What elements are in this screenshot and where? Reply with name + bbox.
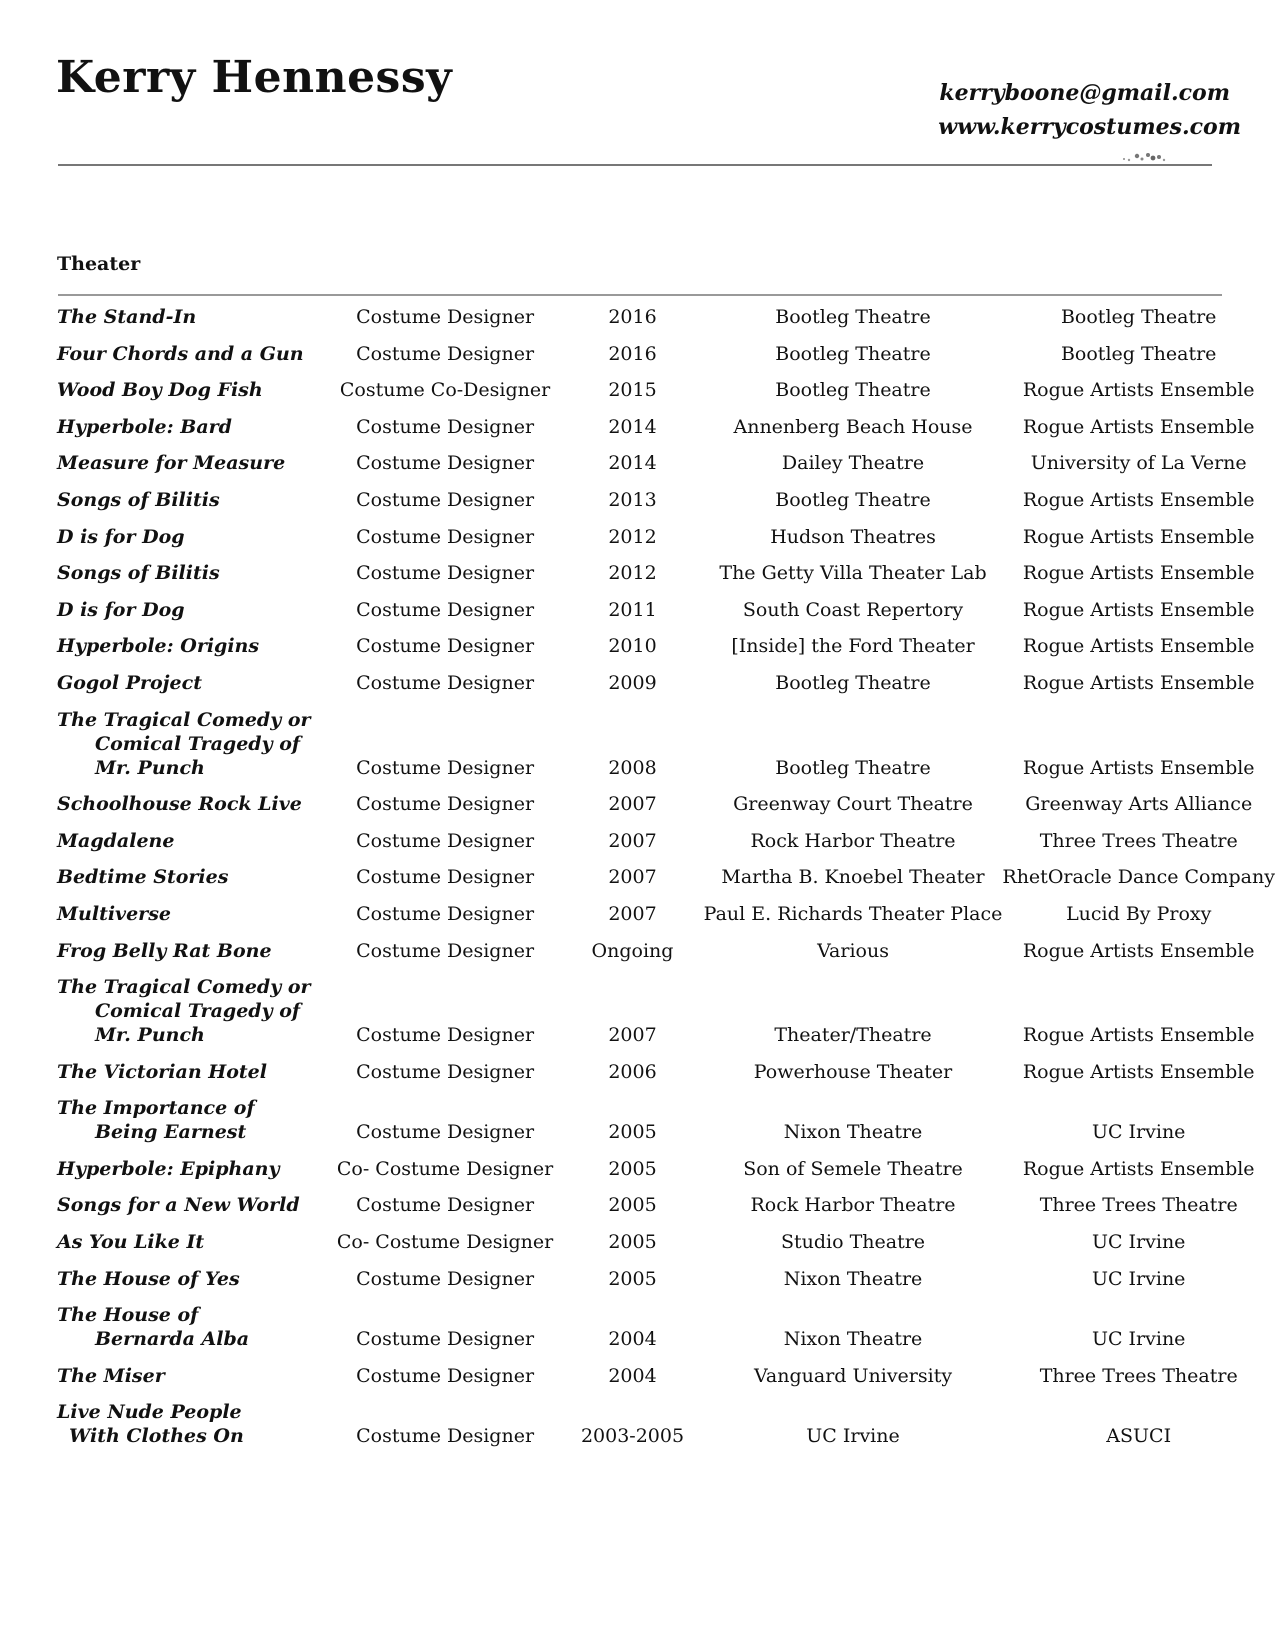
year-cell: 2007 <box>608 1024 657 1047</box>
table-row <box>57 1054 1275 1091</box>
venue-cell: Hudson Theatres <box>770 525 936 548</box>
title-line: The Miser <box>57 1364 165 1387</box>
company-cell: Rogue Artists Ensemble <box>1022 1157 1255 1180</box>
venue-cell: Rock Harbor Theatre <box>750 829 956 852</box>
table-row <box>57 859 1275 896</box>
year-cell: 2005 <box>608 1267 657 1290</box>
venue-cell: Paul E. Richards Theater Place <box>703 902 1003 925</box>
year-cell: 2007 <box>608 829 657 852</box>
header-divider <box>58 164 1212 166</box>
company-cell: Rogue Artists Ensemble <box>1022 525 1255 548</box>
table-row <box>57 823 1275 860</box>
venue-cell: Nixon Theatre <box>783 1267 923 1290</box>
venue-cell: Studio Theatre <box>780 1231 926 1254</box>
title-line: Songs for a New World <box>57 1194 300 1217</box>
role-cell: Costume Designer <box>356 1425 535 1448</box>
year-cell: Ongoing <box>591 939 674 962</box>
role-cell: Costume Designer <box>356 562 535 585</box>
role-cell: Costume Designer <box>356 829 535 852</box>
company-cell: Rogue Artists Ensemble <box>1022 415 1255 438</box>
venue-cell: Bootleg Theatre <box>775 671 931 694</box>
company-cell: UC Irvine <box>1091 1231 1186 1254</box>
company-cell: Rogue Artists Ensemble <box>1022 562 1255 585</box>
venue-cell: Son of Semele Theatre <box>743 1157 963 1180</box>
role-cell: Costume Designer <box>356 866 535 889</box>
year-cell: 2014 <box>608 415 657 438</box>
production-title <box>57 1090 329 1151</box>
table-row <box>57 702 1275 787</box>
contact-block <box>938 76 1241 144</box>
title-line: The Importance of <box>57 1097 255 1120</box>
title-line: The Victorian Hotel <box>57 1060 267 1083</box>
title-line: The House of <box>57 1304 199 1327</box>
table-row <box>57 445 1275 482</box>
role-cell: Costume Designer <box>356 525 535 548</box>
table-row <box>57 555 1275 592</box>
title-line: Bedtime Stories <box>57 866 229 889</box>
company-cell: Rogue Artists Ensemble <box>1022 671 1255 694</box>
table-row <box>57 519 1275 556</box>
title-line: Songs of Bilitis <box>57 488 220 511</box>
company-cell: Rogue Artists Ensemble <box>1022 1060 1255 1083</box>
venue-cell: Bootleg Theatre <box>775 756 931 779</box>
venue-cell: Martha B. Knoebel Theater <box>721 866 985 889</box>
title-line: The House of Yes <box>57 1267 240 1290</box>
table-row <box>57 1224 1275 1261</box>
table-row <box>57 1297 1275 1358</box>
year-cell: 2006 <box>608 1060 657 1083</box>
year-cell: 2014 <box>608 452 657 475</box>
title-line: D is for Dog <box>57 525 185 548</box>
year-cell: 2007 <box>608 866 657 889</box>
company-cell: Greenway Arts Alliance <box>1025 793 1253 816</box>
table-row <box>57 1394 1275 1455</box>
role-cell: Costume Designer <box>356 1364 535 1387</box>
production-title <box>57 823 329 860</box>
venue-cell: Annenberg Beach House <box>733 415 973 438</box>
title-line: Schoolhouse Rock Live <box>57 793 302 816</box>
title-line: Frog Belly Rat Bone <box>57 939 272 962</box>
company-cell: Three Trees Theatre <box>1039 1364 1238 1387</box>
venue-cell: Bootleg Theatre <box>775 488 931 511</box>
title-line: Magdalene <box>57 829 175 852</box>
year-cell: 2010 <box>608 635 657 658</box>
venue-cell: South Coast Repertory <box>742 598 964 621</box>
production-title <box>57 1224 329 1261</box>
role-cell: Costume Designer <box>356 415 535 438</box>
year-cell: 2016 <box>608 306 657 328</box>
title-line: Wood Boy Dog Fish <box>57 379 263 402</box>
section-title-theater: Theater <box>57 253 141 275</box>
website-link[interactable]: www.kerrycostumes.com <box>938 114 1241 140</box>
role-cell: Costume Designer <box>356 452 535 475</box>
production-title <box>57 1054 329 1091</box>
venue-cell: Bootleg Theatre <box>775 306 931 328</box>
table-row <box>57 665 1275 702</box>
title-line: Hyperbole: Bard <box>57 415 232 438</box>
title-line: Mr. Punch <box>95 756 205 779</box>
production-title <box>57 445 329 482</box>
venue-cell: UC Irvine <box>806 1425 900 1448</box>
year-cell: 2005 <box>608 1121 657 1144</box>
role-cell: Co- Costume Designer <box>336 1231 554 1254</box>
title-line: Live Nude People <box>57 1401 242 1424</box>
table-row <box>57 1358 1275 1395</box>
venue-cell: Nixon Theatre <box>783 1121 923 1144</box>
title-line: Multiverse <box>57 902 171 925</box>
production-title <box>57 628 329 665</box>
title-line: Comical Tragedy of <box>95 732 301 755</box>
year-cell: 2003-2005 <box>580 1425 685 1448</box>
venue-cell: Bootleg Theatre <box>775 379 931 402</box>
resume-name: Kerry Hennessy <box>56 52 453 103</box>
venue-cell: [Inside] the Ford Theater <box>731 635 975 658</box>
venue-cell: Greenway Court Theatre <box>733 793 973 816</box>
production-title <box>57 969 329 1054</box>
table-row <box>57 409 1275 446</box>
section-divider <box>58 294 1222 296</box>
title-line: The Tragical Comedy or <box>57 976 311 999</box>
company-cell: Three Trees Theatre <box>1039 829 1238 852</box>
production-title <box>57 1187 329 1224</box>
role-cell: Costume Designer <box>356 902 535 925</box>
title-line: D is for Dog <box>57 598 185 621</box>
production-title <box>57 336 329 373</box>
table-row <box>57 628 1275 665</box>
company-cell: UC Irvine <box>1091 1121 1186 1144</box>
table-row <box>57 299 1275 336</box>
title-line: Bernarda Alba <box>95 1328 250 1351</box>
production-title <box>57 702 329 787</box>
role-cell: Costume Designer <box>356 1060 535 1083</box>
role-cell: Costume Designer <box>356 488 535 511</box>
title-line: Being Earnest <box>95 1121 247 1144</box>
company-cell: UC Irvine <box>1091 1328 1186 1351</box>
title-line: Mr. Punch <box>95 1024 205 1047</box>
table-row <box>57 1261 1275 1298</box>
table-row <box>57 933 1275 970</box>
venue-cell: Vanguard University <box>753 1364 953 1387</box>
venue-cell: Powerhouse Theater <box>753 1060 953 1083</box>
production-title <box>57 786 329 823</box>
year-cell: 2007 <box>608 793 657 816</box>
production-title <box>57 1297 329 1358</box>
company-cell: Rogue Artists Ensemble <box>1022 635 1255 658</box>
year-cell: 2008 <box>608 756 657 779</box>
company-cell: Bootleg Theatre <box>1060 342 1217 365</box>
year-cell: 2005 <box>608 1194 657 1217</box>
role-cell: Costume Designer <box>356 793 535 816</box>
production-title <box>57 519 329 556</box>
table-row <box>57 1187 1275 1224</box>
email-link[interactable]: kerryboone@gmail.com <box>939 80 1230 106</box>
year-cell: 2011 <box>608 598 657 621</box>
table-row <box>57 786 1275 823</box>
year-cell: 2012 <box>608 525 657 548</box>
production-title <box>57 409 329 446</box>
production-title <box>57 1151 329 1188</box>
company-cell: Bootleg Theatre <box>1060 306 1217 328</box>
year-cell: 2013 <box>608 488 657 511</box>
role-cell: Costume Designer <box>356 1194 535 1217</box>
production-title <box>57 555 329 592</box>
title-line: Gogol Project <box>57 671 202 694</box>
title-line: The Stand-In <box>57 306 197 328</box>
company-cell: Rogue Artists Ensemble <box>1022 1024 1255 1047</box>
role-cell: Costume Designer <box>356 1121 535 1144</box>
table-row <box>57 372 1275 409</box>
year-cell: 2004 <box>608 1328 657 1351</box>
production-title <box>57 299 329 336</box>
venue-cell: The Getty Villa Theater Lab <box>719 562 987 585</box>
role-cell: Costume Designer <box>356 1024 535 1047</box>
production-title <box>57 1394 329 1455</box>
year-cell: 2005 <box>608 1157 657 1180</box>
company-cell: Rogue Artists Ensemble <box>1022 939 1255 962</box>
venue-cell: Rock Harbor Theatre <box>750 1194 956 1217</box>
production-title <box>57 896 329 933</box>
title-line: Measure for Measure <box>57 452 286 475</box>
title-line: As You Like It <box>57 1231 205 1254</box>
title-line: Comical Tragedy of <box>95 1000 301 1023</box>
table-row <box>57 336 1275 373</box>
company-cell: Rogue Artists Ensemble <box>1022 598 1255 621</box>
venue-cell: Various <box>817 939 889 962</box>
title-line: Hyperbole: Epiphany <box>57 1157 280 1180</box>
role-cell: Costume Designer <box>356 939 535 962</box>
year-cell: 2012 <box>608 562 657 585</box>
company-cell: UC Irvine <box>1091 1267 1186 1290</box>
company-cell: ASUCI <box>1106 1425 1172 1448</box>
production-title <box>57 1261 329 1298</box>
role-cell: Costume Designer <box>356 671 535 694</box>
year-cell: 2007 <box>608 902 657 925</box>
company-cell: Three Trees Theatre <box>1039 1194 1238 1217</box>
production-title <box>57 592 329 629</box>
production-title <box>57 933 329 970</box>
table-row <box>57 969 1275 1054</box>
role-cell: Costume Designer <box>356 342 535 365</box>
production-title <box>57 1358 329 1395</box>
table-row <box>57 896 1275 933</box>
title-line: Songs of Bilitis <box>57 562 220 585</box>
theater-credits-table <box>57 299 1275 1455</box>
company-cell: Rogue Artists Ensemble <box>1022 756 1255 779</box>
table-row <box>57 1090 1275 1151</box>
table-row <box>57 592 1275 629</box>
table-row <box>57 1151 1275 1188</box>
company-cell: Rogue Artists Ensemble <box>1022 488 1255 511</box>
role-cell: Costume Designer <box>356 635 535 658</box>
year-cell: 2016 <box>608 342 657 365</box>
role-cell: Costume Designer <box>356 756 535 779</box>
venue-cell: Theater/Theatre <box>774 1024 932 1047</box>
table-row <box>57 482 1275 519</box>
role-cell: Costume Designer <box>356 306 535 328</box>
production-title <box>57 859 329 896</box>
company-cell: Rogue Artists Ensemble <box>1022 379 1255 402</box>
role-cell: Costume Designer <box>356 598 535 621</box>
year-cell: 2009 <box>608 671 657 694</box>
flourish-ornament-icon <box>1120 150 1170 164</box>
year-cell: 2015 <box>608 379 657 402</box>
title-line: With Clothes On <box>69 1425 244 1448</box>
role-cell: Costume Designer <box>356 1328 535 1351</box>
year-cell: 2004 <box>608 1364 657 1387</box>
venue-cell: Bootleg Theatre <box>775 342 931 365</box>
year-cell: 2005 <box>608 1231 657 1254</box>
title-line: Four Chords and a Gun <box>57 342 304 365</box>
title-line: The Tragical Comedy or <box>57 708 311 731</box>
venue-cell: Nixon Theatre <box>783 1328 923 1351</box>
company-cell: University of La Verne <box>1030 452 1247 475</box>
role-cell: Co- Costume Designer <box>336 1157 554 1180</box>
role-cell: Costume Co-Designer <box>339 379 551 402</box>
venue-cell: Dailey Theatre <box>781 452 925 475</box>
production-title <box>57 665 329 702</box>
company-cell: RhetOracle Dance Company <box>1002 866 1275 889</box>
production-title <box>57 372 329 409</box>
title-line: Hyperbole: Origins <box>57 635 260 658</box>
role-cell: Costume Designer <box>356 1267 535 1290</box>
company-cell: Lucid By Proxy <box>1066 902 1212 925</box>
production-title <box>57 482 329 519</box>
